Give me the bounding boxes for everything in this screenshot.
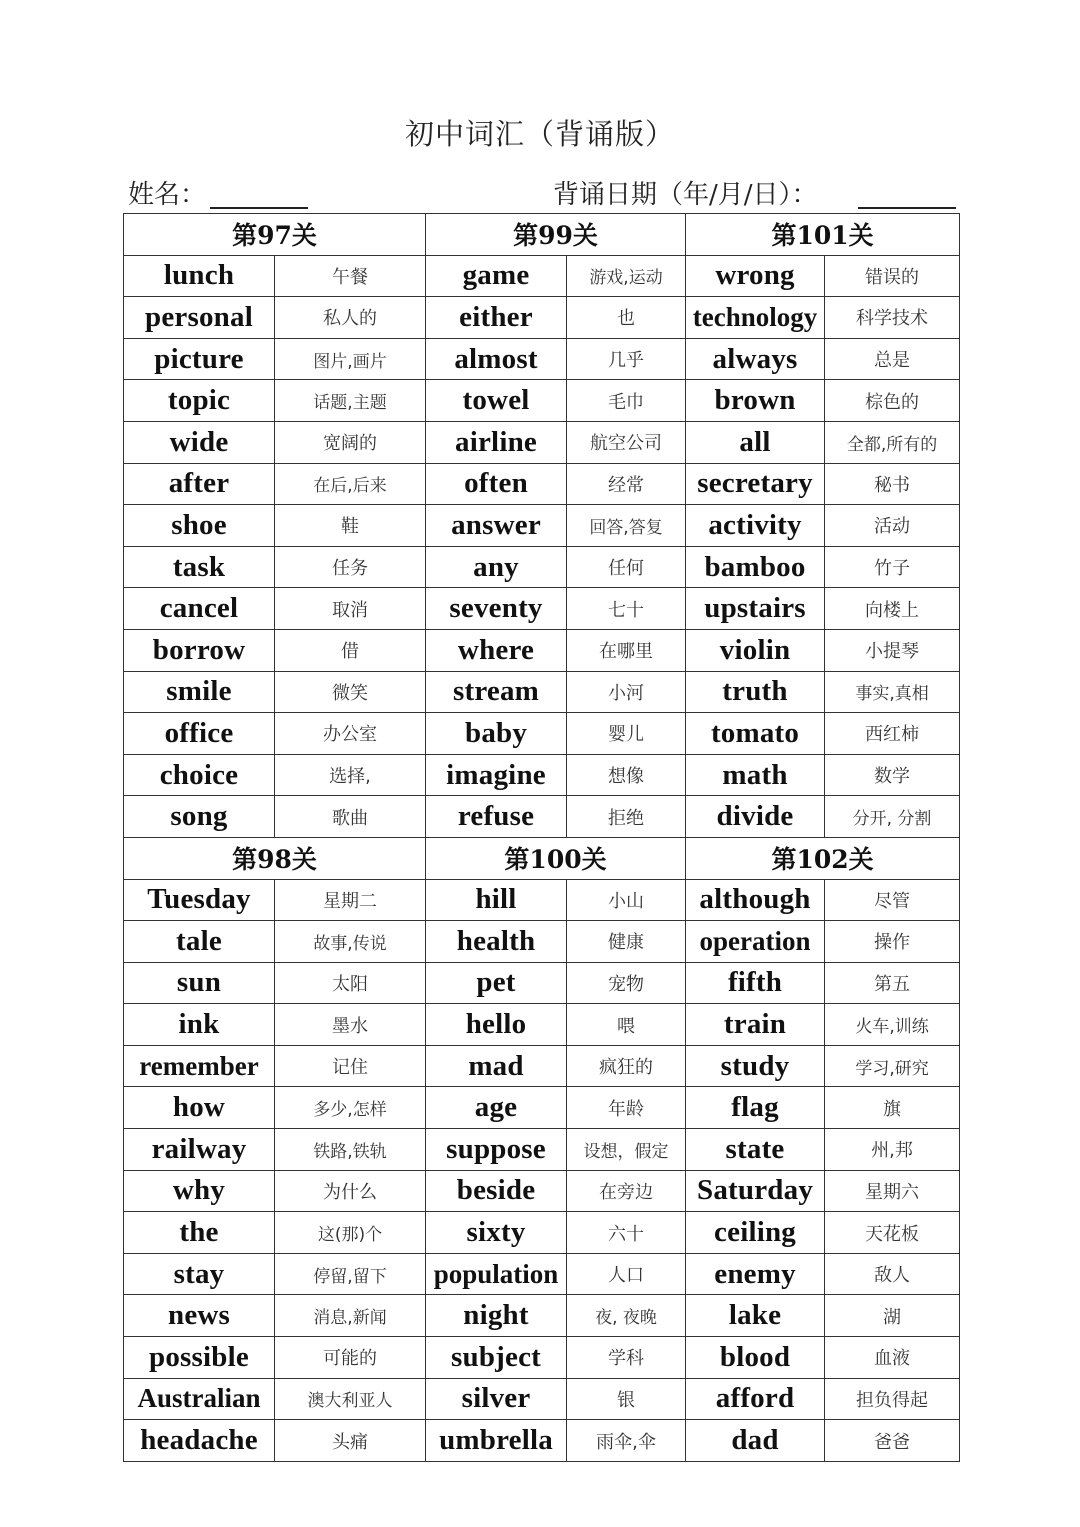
name-label: 姓名：: [128, 180, 207, 210]
table-row: [124, 1129, 960, 1171]
chinese-meaning: 宽阔的: [275, 421, 426, 463]
chinese-meaning: 太阳: [275, 962, 426, 1004]
english-word: sixty: [426, 1212, 567, 1254]
chinese-meaning: 分开, 分割: [825, 796, 960, 838]
table-row: [124, 338, 960, 380]
chinese-meaning: 小河: [567, 671, 686, 713]
level-header: 第97关: [124, 214, 426, 256]
english-word: blood: [686, 1337, 825, 1379]
english-word: answer: [426, 505, 567, 547]
chinese-meaning: 疯狂的: [567, 1045, 686, 1087]
table-row: [124, 796, 960, 838]
chinese-meaning: 想像: [567, 754, 686, 796]
english-word: headache: [124, 1420, 275, 1462]
english-word: where: [426, 629, 567, 671]
english-word: train: [686, 1004, 825, 1046]
chinese-meaning: 在后,后来: [275, 463, 426, 505]
chinese-meaning: 经常: [567, 463, 686, 505]
table-row: [124, 421, 960, 463]
chinese-meaning: 铁路,铁轨: [275, 1129, 426, 1171]
english-word: possible: [124, 1337, 275, 1379]
table-row: [124, 1045, 960, 1087]
level-header: 第99关: [426, 214, 686, 256]
table-row: [124, 255, 960, 297]
chinese-meaning: 回答,答复: [567, 505, 686, 547]
table-row: [124, 1087, 960, 1129]
table-row: [124, 588, 960, 630]
chinese-meaning: 科学技术: [825, 297, 960, 339]
english-word: population: [426, 1253, 567, 1295]
english-word: flag: [686, 1087, 825, 1129]
english-word: umbrella: [426, 1420, 567, 1462]
english-word: wrong: [686, 255, 825, 297]
chinese-meaning: 敌人: [825, 1253, 960, 1295]
english-word: Saturday: [686, 1170, 825, 1212]
table-row: [124, 297, 960, 339]
english-word: stay: [124, 1253, 275, 1295]
english-word: bamboo: [686, 546, 825, 588]
english-word: almost: [426, 338, 567, 380]
english-word: cancel: [124, 588, 275, 630]
table-row: [124, 962, 960, 1004]
chinese-meaning: 事实,真相: [825, 671, 960, 713]
english-word: lake: [686, 1295, 825, 1337]
section-header-row: [124, 837, 960, 879]
level-header: 第101关: [686, 214, 960, 256]
english-word: railway: [124, 1129, 275, 1171]
english-word: song: [124, 796, 275, 838]
chinese-meaning: 棕色的: [825, 380, 960, 422]
chinese-meaning: 任务: [275, 546, 426, 588]
english-word: fifth: [686, 962, 825, 1004]
section-header-row: [124, 214, 960, 256]
english-word: smile: [124, 671, 275, 713]
chinese-meaning: 鞋: [275, 505, 426, 547]
level-header: 第98关: [124, 837, 426, 879]
english-word: any: [426, 546, 567, 588]
english-word: task: [124, 546, 275, 588]
english-word: state: [686, 1129, 825, 1171]
level-header: 第100关: [426, 837, 686, 879]
english-word: wide: [124, 421, 275, 463]
chinese-meaning: 可能的: [275, 1337, 426, 1379]
chinese-meaning: 借: [275, 629, 426, 671]
date-label: 背诵日期（年/月/日）：: [553, 180, 818, 210]
english-word: borrow: [124, 629, 275, 671]
table-row: [124, 629, 960, 671]
chinese-meaning: 墨水: [275, 1004, 426, 1046]
chinese-meaning: 活动: [825, 505, 960, 547]
table-row: [124, 546, 960, 588]
chinese-meaning: 微笑: [275, 671, 426, 713]
english-word: sun: [124, 962, 275, 1004]
chinese-meaning: 错误的: [825, 255, 960, 297]
chinese-meaning: 头痛: [275, 1420, 426, 1462]
english-word: dad: [686, 1420, 825, 1462]
english-word: technology: [686, 297, 825, 339]
english-word: subject: [426, 1337, 567, 1379]
chinese-meaning: 话题,主题: [275, 380, 426, 422]
vocabulary-table: [123, 213, 960, 1462]
chinese-meaning: 血液: [825, 1337, 960, 1379]
english-word: although: [686, 879, 825, 921]
chinese-meaning: 在旁边: [567, 1170, 686, 1212]
chinese-meaning: 全都,所有的: [825, 421, 960, 463]
table-row: [124, 1295, 960, 1337]
chinese-meaning: 午餐: [275, 255, 426, 297]
english-word: either: [426, 297, 567, 339]
english-word: mad: [426, 1045, 567, 1087]
chinese-meaning: 星期六: [825, 1170, 960, 1212]
english-word: remember: [124, 1045, 275, 1087]
chinese-meaning: 这(那)个: [275, 1212, 426, 1254]
english-word: enemy: [686, 1253, 825, 1295]
english-word: Tuesday: [124, 879, 275, 921]
english-word: topic: [124, 380, 275, 422]
english-word: stream: [426, 671, 567, 713]
english-word: all: [686, 421, 825, 463]
chinese-meaning: 消息,新闻: [275, 1295, 426, 1337]
chinese-meaning: 设想，假定: [567, 1129, 686, 1171]
chinese-meaning: 停留,留下: [275, 1253, 426, 1295]
english-word: personal: [124, 297, 275, 339]
english-word: baby: [426, 713, 567, 755]
chinese-meaning: 担负得起: [825, 1378, 960, 1420]
english-word: tomato: [686, 713, 825, 755]
table-row: [124, 1337, 960, 1379]
chinese-meaning: 第五: [825, 962, 960, 1004]
english-word: suppose: [426, 1129, 567, 1171]
chinese-meaning: 竹子: [825, 546, 960, 588]
chinese-meaning: 歌曲: [275, 796, 426, 838]
table-row: [124, 713, 960, 755]
chinese-meaning: 在哪里: [567, 629, 686, 671]
english-word: how: [124, 1087, 275, 1129]
english-word: news: [124, 1295, 275, 1337]
english-word: afford: [686, 1378, 825, 1420]
english-word: airline: [426, 421, 567, 463]
chinese-meaning: 银: [567, 1378, 686, 1420]
english-word: shoe: [124, 505, 275, 547]
chinese-meaning: 西红柿: [825, 713, 960, 755]
english-word: study: [686, 1045, 825, 1087]
english-word: towel: [426, 380, 567, 422]
chinese-meaning: 故事,传说: [275, 921, 426, 963]
chinese-meaning: 年龄: [567, 1087, 686, 1129]
table-row: [124, 1212, 960, 1254]
table-row: [124, 754, 960, 796]
english-word: game: [426, 255, 567, 297]
english-word: activity: [686, 505, 825, 547]
english-word: picture: [124, 338, 275, 380]
chinese-meaning: 操作: [825, 921, 960, 963]
chinese-meaning: 健康: [567, 921, 686, 963]
chinese-meaning: 旗: [825, 1087, 960, 1129]
name-blank-line: [210, 207, 308, 209]
chinese-meaning: 办公室: [275, 713, 426, 755]
chinese-meaning: 宠物: [567, 962, 686, 1004]
chinese-meaning: 图片,画片: [275, 338, 426, 380]
english-word: pet: [426, 962, 567, 1004]
chinese-meaning: 任何: [567, 546, 686, 588]
english-word: divide: [686, 796, 825, 838]
english-word: hill: [426, 879, 567, 921]
chinese-meaning: 为什么: [275, 1170, 426, 1212]
chinese-meaning: 湖: [825, 1295, 960, 1337]
english-word: why: [124, 1170, 275, 1212]
english-word: tale: [124, 921, 275, 963]
table-row: [124, 505, 960, 547]
english-word: after: [124, 463, 275, 505]
chinese-meaning: 航空公司: [567, 421, 686, 463]
english-word: often: [426, 463, 567, 505]
chinese-meaning: 爸爸: [825, 1420, 960, 1462]
english-word: office: [124, 713, 275, 755]
chinese-meaning: 取消: [275, 588, 426, 630]
table-row: [124, 1378, 960, 1420]
date-blank-line: [858, 207, 956, 209]
english-word: ceiling: [686, 1212, 825, 1254]
chinese-meaning: 多少,怎样: [275, 1087, 426, 1129]
table-row: [124, 380, 960, 422]
english-word: operation: [686, 921, 825, 963]
chinese-meaning: 几乎: [567, 338, 686, 380]
english-word: violin: [686, 629, 825, 671]
chinese-meaning: 私人的: [275, 297, 426, 339]
english-word: imagine: [426, 754, 567, 796]
english-word: math: [686, 754, 825, 796]
english-word: truth: [686, 671, 825, 713]
chinese-meaning: 婴儿: [567, 713, 686, 755]
chinese-meaning: 雨伞,伞: [567, 1420, 686, 1462]
table-row: [124, 671, 960, 713]
english-word: beside: [426, 1170, 567, 1212]
english-word: secretary: [686, 463, 825, 505]
english-word: upstairs: [686, 588, 825, 630]
english-word: always: [686, 338, 825, 380]
english-word: brown: [686, 380, 825, 422]
level-header: 第102关: [686, 837, 960, 879]
chinese-meaning: 七十: [567, 588, 686, 630]
english-word: health: [426, 921, 567, 963]
chinese-meaning: 记住: [275, 1045, 426, 1087]
chinese-meaning: 选择,: [275, 754, 426, 796]
chinese-meaning: 六十: [567, 1212, 686, 1254]
chinese-meaning: 也: [567, 297, 686, 339]
english-word: night: [426, 1295, 567, 1337]
chinese-meaning: 小山: [567, 879, 686, 921]
chinese-meaning: 尽管: [825, 879, 960, 921]
english-word: age: [426, 1087, 567, 1129]
chinese-meaning: 天花板: [825, 1212, 960, 1254]
table-row: [124, 921, 960, 963]
table-row: [124, 1253, 960, 1295]
chinese-meaning: 游戏,运动: [567, 255, 686, 297]
english-word: ink: [124, 1004, 275, 1046]
english-word: seventy: [426, 588, 567, 630]
english-word: the: [124, 1212, 275, 1254]
chinese-meaning: 人口: [567, 1253, 686, 1295]
chinese-meaning: 总是: [825, 338, 960, 380]
chinese-meaning: 向楼上: [825, 588, 960, 630]
table-row: [124, 1004, 960, 1046]
english-word: choice: [124, 754, 275, 796]
chinese-meaning: 毛巾: [567, 380, 686, 422]
chinese-meaning: 数学: [825, 754, 960, 796]
chinese-meaning: 小提琴: [825, 629, 960, 671]
chinese-meaning: 澳大利亚人: [275, 1378, 426, 1420]
english-word: Australian: [124, 1378, 275, 1420]
chinese-meaning: 喂: [567, 1004, 686, 1046]
chinese-meaning: 秘书: [825, 463, 960, 505]
chinese-meaning: 学习,研究: [825, 1045, 960, 1087]
english-word: lunch: [124, 255, 275, 297]
chinese-meaning: 拒绝: [567, 796, 686, 838]
chinese-meaning: 火车,训练: [825, 1004, 960, 1046]
table-row: [124, 463, 960, 505]
chinese-meaning: 星期二: [275, 879, 426, 921]
table-row: [124, 1420, 960, 1462]
english-word: hello: [426, 1004, 567, 1046]
chinese-meaning: 夜, 夜晚: [567, 1295, 686, 1337]
chinese-meaning: 学科: [567, 1337, 686, 1379]
page-title: 初中词汇（背诵版）: [404, 117, 675, 151]
chinese-meaning: 州,邦: [825, 1129, 960, 1171]
table-row: [124, 1170, 960, 1212]
table-row: [124, 879, 960, 921]
english-word: refuse: [426, 796, 567, 838]
english-word: silver: [426, 1378, 567, 1420]
